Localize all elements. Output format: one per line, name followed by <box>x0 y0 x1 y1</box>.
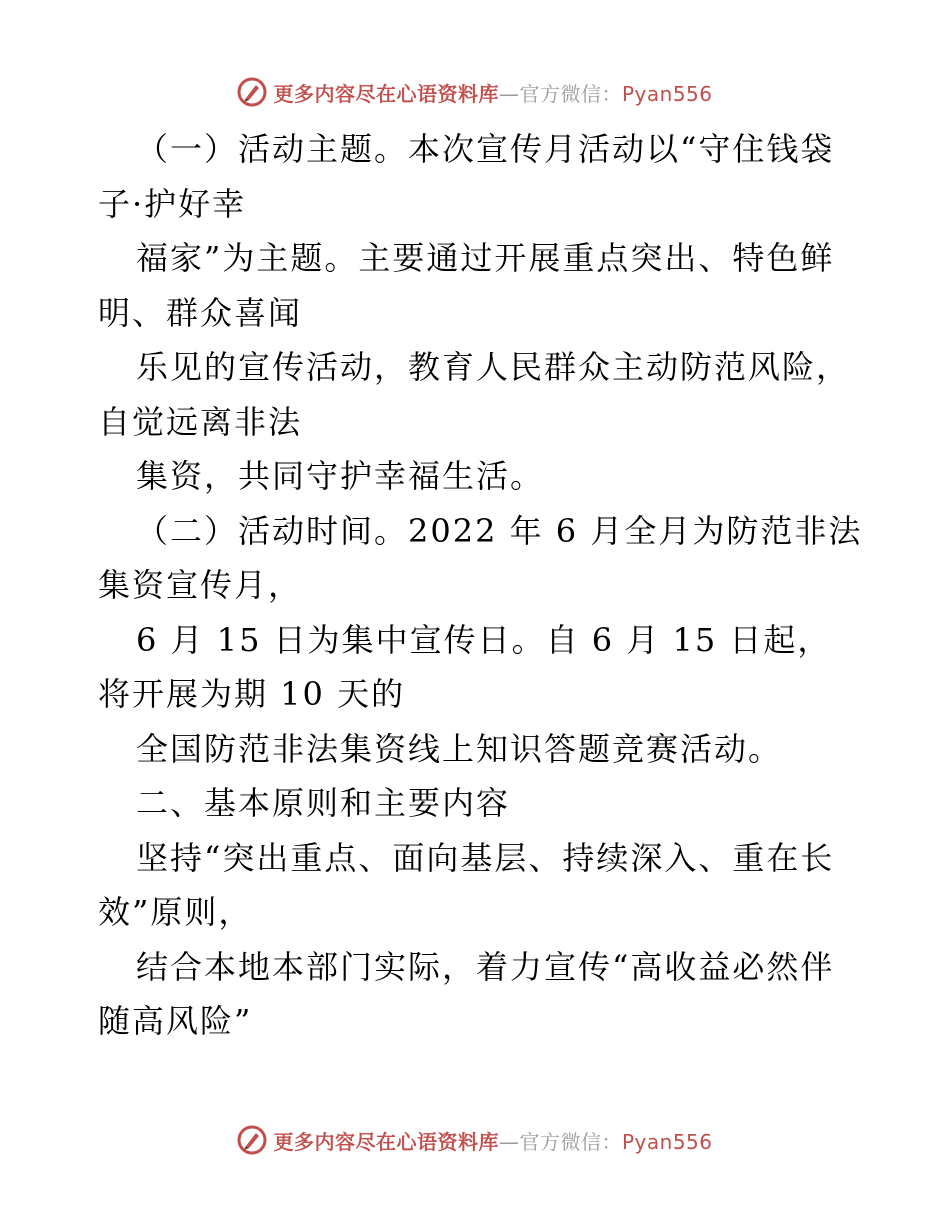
text-line: 子·护好幸 <box>98 184 247 223</box>
text-line: 明、群众喜闻 <box>98 293 303 332</box>
text-line: （一）活动主题。本次宣传月活动以“守住钱袋 <box>136 130 835 168</box>
watermark-text <box>273 78 712 107</box>
watermark-id: Pyan556 <box>621 81 713 106</box>
watermark-header <box>0 72 950 112</box>
text-line: 6 月 15 日为集中宣传日。自 6 月 15 日起， <box>136 620 832 659</box>
watermark-separator: —官方微信： <box>498 1129 622 1154</box>
watermark-main: 更多内容尽在心语资料库 <box>273 1129 499 1154</box>
pen-logo-icon <box>237 1125 267 1155</box>
text-line: 将开展为期 10 天的 <box>98 675 406 713</box>
text-line: 集资宣传月， <box>98 566 303 604</box>
watermark-main: 更多内容尽在心语资料库 <box>273 81 499 106</box>
text-line: 二、基本原则和主要内容 <box>136 784 511 822</box>
watermark-id: Pyan556 <box>621 1129 713 1154</box>
text-line: 随高风险” <box>98 1002 253 1040</box>
text-line: 结合本地本部门实际，着力宣传“高收益必然伴 <box>136 947 835 986</box>
watermark-separator: —官方微信： <box>498 81 622 106</box>
text-line: 坚持“突出重点、面向基层、持续深入、重在长 <box>136 838 835 877</box>
document-body <box>98 122 863 1049</box>
text-line: 福家”为主题。主要通过开展重点突出、特色鲜 <box>136 239 835 277</box>
text-line: 集资，共同守护幸福生活。 <box>136 457 545 495</box>
watermark-text <box>273 1126 712 1155</box>
pen-logo-icon <box>237 77 267 107</box>
text-line: 全国防范非法集资线上知识答题竞赛活动。 <box>136 729 783 768</box>
text-line: 自觉远离非法 <box>98 402 303 441</box>
watermark-footer <box>0 1120 950 1160</box>
text-line: （二）活动时间。2022 年 6 月全月为防范非法 <box>136 511 863 550</box>
text-line: 乐见的宣传活动，教育人民群众主动防范风险， <box>136 348 851 386</box>
text-line: 效”原则， <box>98 893 253 931</box>
